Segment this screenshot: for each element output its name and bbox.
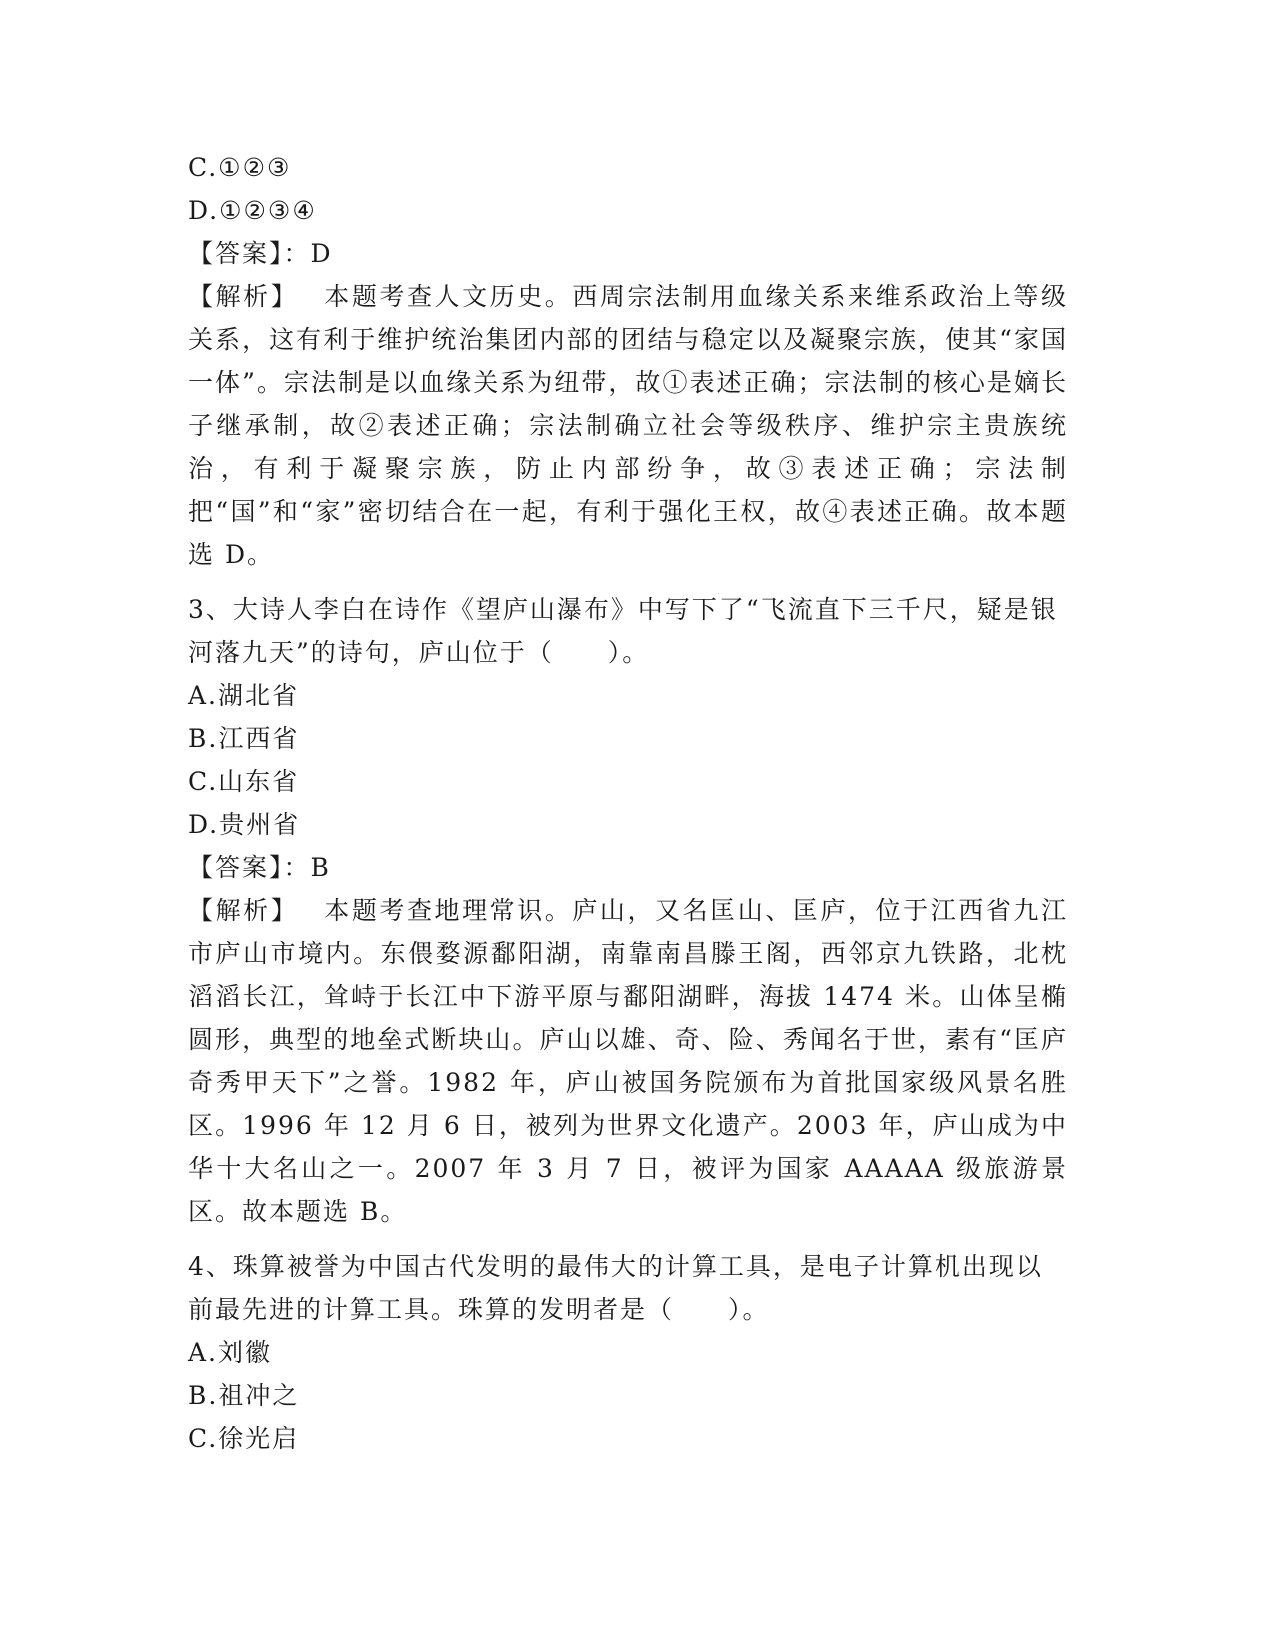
spacer xyxy=(188,576,1068,588)
q3-answer: 【答案】：B xyxy=(188,853,331,882)
q2-explain-label: 【解析】 xyxy=(188,282,299,311)
q3-option-a: A.湖北省 xyxy=(188,681,300,710)
q4-option-c: C.徐光启 xyxy=(188,1424,300,1453)
q3-option-d: D.贵州省 xyxy=(188,810,301,839)
q4-option-b: B.祖冲之 xyxy=(188,1381,300,1410)
q3-explain-text: 本题考查地理常识。庐山，又名匡山、匡庐，位于江西省九江市庐山市境内。东偎婺源鄱阳湖，南靠南昌滕王阁，西邻京九铁路，北枕滔滔长江，耸峙于长江中下游平原与鄱阳湖畔，海拔 1474 米。山体呈椭圆形，典型的地垒式断块山。庐山以雄、奇、险、秀闻名于世，素有“匡庐奇秀甲天下”之誉。1982 年，庐山被国务院颁布为首批国家级风景名胜区。1996 年 12 月 6 日，被列为世界文化遗产。2003 年，庐山成为中华十大名山之一。2007 年 3 月 7 日，被评为国家 AAAAA 级旅游景区。故本题选 B。 xyxy=(188,896,1068,1226)
q2-explanation xyxy=(188,275,1068,576)
q4-stem: 4、珠算被誉为中国古代发明的最伟大的计算工具，是电子计算机出现以前最先进的计算工具。珠算的发明者是（ ）。 xyxy=(188,1252,1043,1324)
q4-option-a: A.刘徽 xyxy=(188,1338,273,1367)
q3-explain-label: 【解析】 xyxy=(188,896,299,925)
q3-option-c: C.山东省 xyxy=(188,767,300,796)
q3-option-b: B.江西省 xyxy=(188,724,300,753)
q3-stem: 3、大诗人李白在诗作《望庐山瀑布》中写下了“飞流直下三千尺，疑是银河落九天”的诗句，庐山位于（ ）。 xyxy=(188,595,1058,667)
q2-option-d: D.①②③④ xyxy=(188,196,317,225)
q3-explanation xyxy=(188,889,1068,1233)
q2-explain-text: 本题考查人文历史。西周宗法制用血缘关系来维系政治上等级关系，这有利于维护统治集团内部的团结与稳定以及凝聚宗族，使其“家国一体”。宗法制是以血缘关系为纽带，故①表述正确；宗法制的核心是嫡长子继承制，故②表述正确；宗法制确立社会等级秩序、维护宗主贵族统治，有利于凝聚宗族，防止内部纷争，故③表述正确；宗法制把“国”和“家”密切结合在一起，有利于强化王权，故④表述正确。故本题选 D。 xyxy=(188,282,1068,569)
q2-option-c: C.①②③ xyxy=(188,153,292,182)
spacer xyxy=(188,1233,1068,1245)
page-content xyxy=(188,146,1068,1460)
q2-answer: 【答案】：D xyxy=(188,239,333,268)
